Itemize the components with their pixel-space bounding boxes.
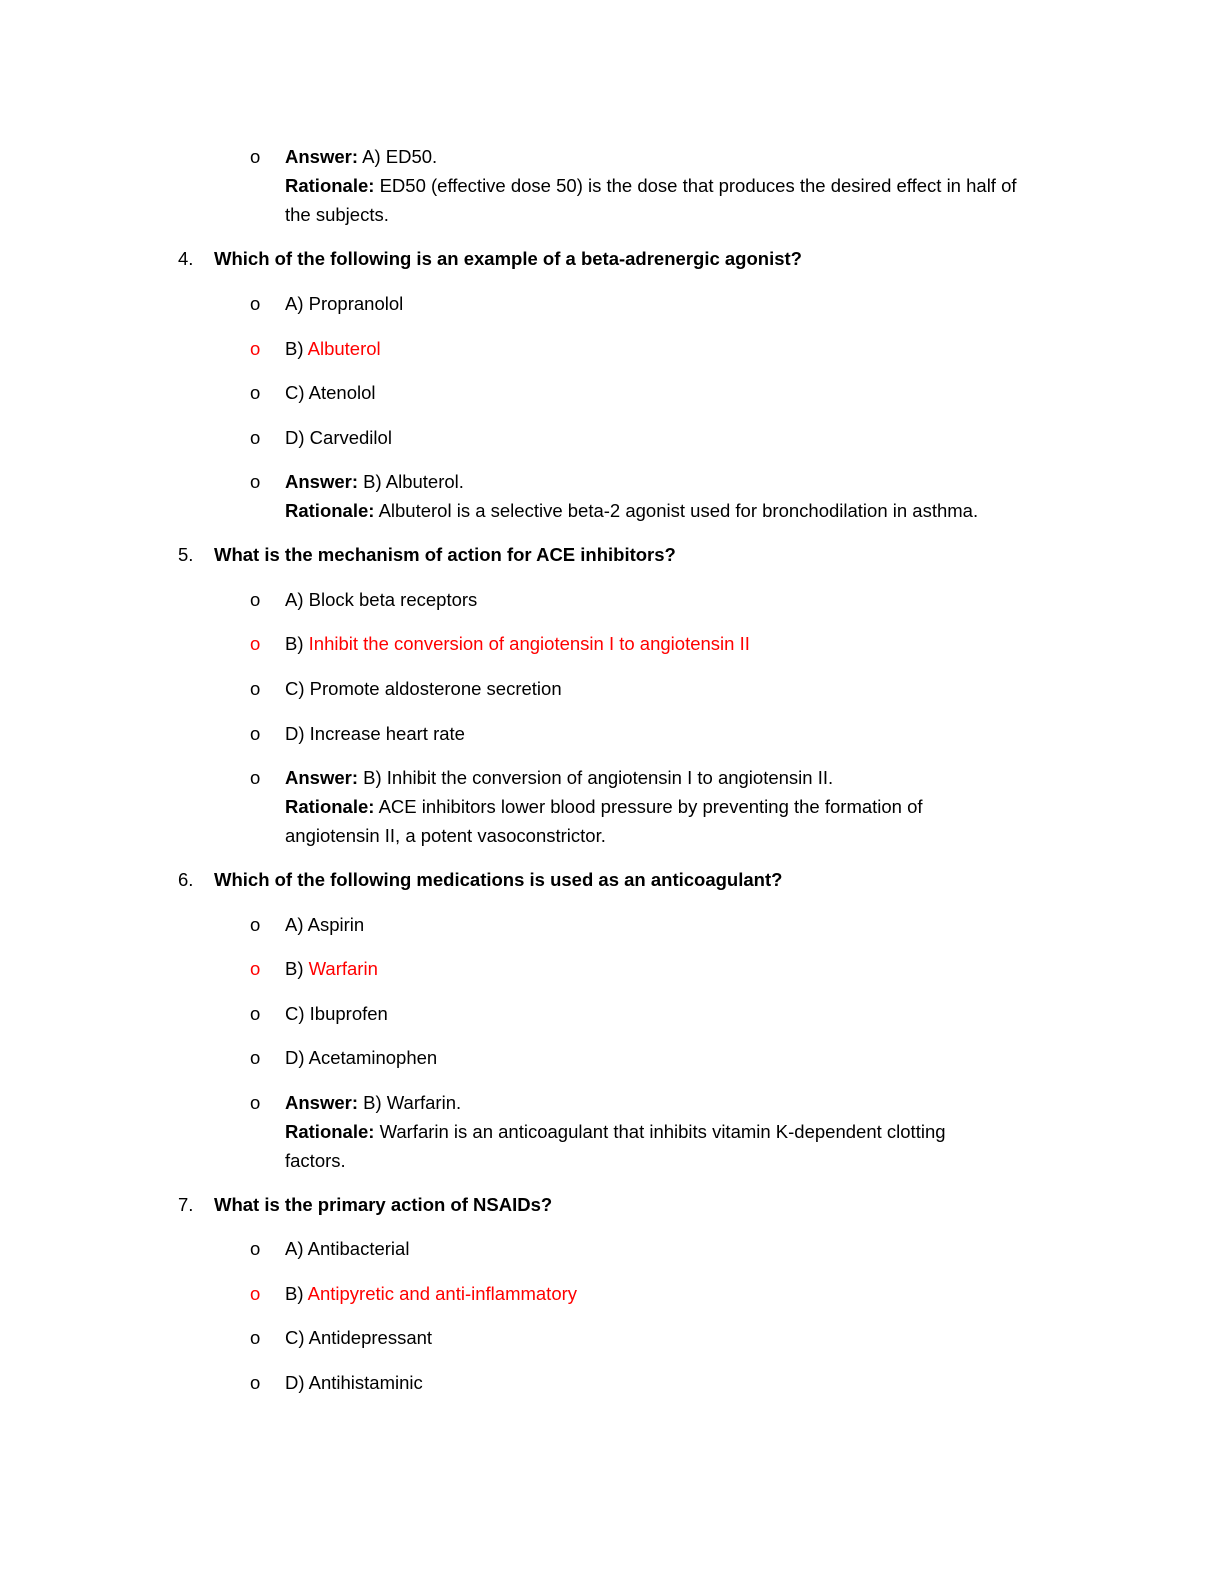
option-prefix: C) [285, 1003, 310, 1024]
answer-label: Answer: [285, 767, 358, 788]
bullet-marker-correct: o [250, 958, 261, 979]
option-text: Acetaminophen [308, 1047, 438, 1068]
answer-label: Answer: [285, 1092, 358, 1113]
bullet-marker: o [250, 1372, 261, 1393]
q7-option-d [285, 1368, 423, 1397]
q4-option-c [285, 378, 376, 407]
rationale-label: Rationale: [285, 1121, 375, 1142]
bullet-marker-correct: o [250, 338, 261, 359]
rationale-text: Albuterol is a selective beta-2 agonist used for bronchodilation in asthma. [378, 500, 979, 521]
rationale-text: Warfarin is an anticoagulant that inhibits vitamin K-dependent clotting [379, 1121, 946, 1142]
q6-rationale-cont [285, 1146, 346, 1175]
q5-option-d [285, 719, 465, 748]
option-prefix: C) [285, 678, 310, 699]
q6-option-d [285, 1043, 437, 1072]
option-prefix: A) [285, 1238, 308, 1259]
option-prefix: A) [285, 293, 309, 314]
q3-rationale-cont [285, 200, 389, 229]
option-text: Antibacterial [307, 1238, 410, 1259]
bullet-marker-correct: o [250, 1283, 261, 1304]
bullet-marker: o [250, 767, 261, 788]
q5-option-b [285, 629, 750, 658]
q5-rationale-cont [285, 821, 606, 850]
bullet-marker: o [250, 1238, 261, 1259]
q3-answer [285, 142, 437, 171]
option-text: Carvedilol [309, 427, 392, 448]
bullet-marker-correct: o [250, 633, 261, 654]
answer-label: Answer: [285, 471, 358, 492]
answer-text: A) ED50. [362, 146, 438, 167]
option-text: Increase heart rate [309, 723, 465, 744]
rationale-label: Rationale: [285, 796, 375, 817]
question-6 [178, 865, 782, 894]
rationale-text: angiotensin II, a potent vasoconstrictor. [285, 825, 606, 846]
q6-option-b [285, 954, 378, 983]
question-number: 5. [178, 544, 194, 565]
option-text: Antihistaminic [308, 1372, 423, 1393]
rationale-label: Rationale: [285, 175, 375, 196]
q4-rationale [285, 496, 978, 525]
bullet-marker: o [250, 293, 261, 314]
question-text: Which of the following medications is used as an anticoagulant? [214, 869, 783, 890]
question-text: What is the mechanism of action for ACE inhibitors? [214, 544, 676, 565]
answer-text: B) Warfarin. [363, 1092, 462, 1113]
q6-option-a [285, 910, 364, 939]
bullet-marker: o [250, 678, 261, 699]
q6-rationale [285, 1117, 946, 1146]
bullet-marker: o [250, 1003, 261, 1024]
option-prefix: A) [285, 914, 308, 935]
q6-answer [285, 1088, 461, 1117]
option-prefix: B) [285, 1283, 308, 1304]
option-prefix: B) [285, 633, 309, 654]
question-number: 7. [178, 1194, 194, 1215]
q5-option-a [285, 585, 477, 614]
q5-option-c [285, 674, 562, 703]
q7-option-a [285, 1234, 409, 1263]
q7-option-c [285, 1323, 432, 1352]
option-text-correct: Warfarin [308, 958, 378, 979]
question-number: 6. [178, 869, 194, 890]
bullet-marker: o [250, 471, 261, 492]
question-5 [178, 540, 676, 569]
answer-text: B) Inhibit the conversion of angiotensin I to angiotensin II. [363, 767, 834, 788]
q5-answer [285, 763, 833, 792]
bullet-marker: o [250, 723, 261, 744]
bullet-marker: o [250, 1327, 261, 1348]
option-text: Aspirin [307, 914, 365, 935]
option-text: Propranolol [308, 293, 404, 314]
bullet-marker: o [250, 589, 261, 610]
option-prefix: D) [285, 1047, 309, 1068]
rationale-label: Rationale: [285, 500, 375, 521]
option-prefix: C) [285, 382, 309, 403]
option-text: Block beta receptors [308, 589, 478, 610]
q4-option-b [285, 334, 381, 363]
question-text: What is the primary action of NSAIDs? [214, 1194, 553, 1215]
bullet-marker: o [250, 146, 261, 167]
option-text: Ibuprofen [309, 1003, 388, 1024]
bullet-marker: o [250, 382, 261, 403]
question-4 [178, 244, 802, 273]
option-prefix: D) [285, 427, 310, 448]
answer-label: Answer: [285, 146, 358, 167]
option-prefix: A) [285, 589, 309, 610]
q4-option-d [285, 423, 392, 452]
question-7 [178, 1190, 552, 1219]
q4-answer [285, 467, 464, 496]
option-prefix: D) [285, 1372, 309, 1393]
rationale-text: factors. [285, 1150, 346, 1171]
q5-rationale [285, 792, 923, 821]
option-text: Antidepressant [308, 1327, 433, 1348]
q3-rationale [285, 171, 1017, 200]
question-text: Which of the following is an example of a beta-adrenergic agonist? [214, 248, 802, 269]
bullet-marker: o [250, 1092, 261, 1113]
option-prefix: C) [285, 1327, 309, 1348]
option-prefix: D) [285, 723, 310, 744]
q6-option-c [285, 999, 388, 1028]
rationale-text: the subjects. [285, 204, 389, 225]
option-prefix: B) [285, 338, 308, 359]
rationale-text: ACE inhibitors lower blood pressure by preventing the formation of [378, 796, 923, 817]
option-text-correct: Albuterol [307, 338, 381, 359]
rationale-text: ED50 (effective dose 50) is the dose that produces the desired effect in half of [379, 175, 1017, 196]
bullet-marker: o [250, 1047, 261, 1068]
bullet-marker: o [250, 914, 261, 935]
option-text-correct: Antipyretic and anti-inflammatory [307, 1283, 578, 1304]
option-text: Atenolol [308, 382, 376, 403]
q4-option-a [285, 289, 403, 318]
answer-text: B) Albuterol. [363, 471, 464, 492]
question-number: 4. [178, 248, 194, 269]
option-prefix: B) [285, 958, 309, 979]
q7-option-b [285, 1279, 577, 1308]
option-text: Promote aldosterone secretion [309, 678, 562, 699]
bullet-marker: o [250, 427, 261, 448]
option-text-correct: Inhibit the conversion of angiotensin I to angiotensin II [308, 633, 750, 654]
